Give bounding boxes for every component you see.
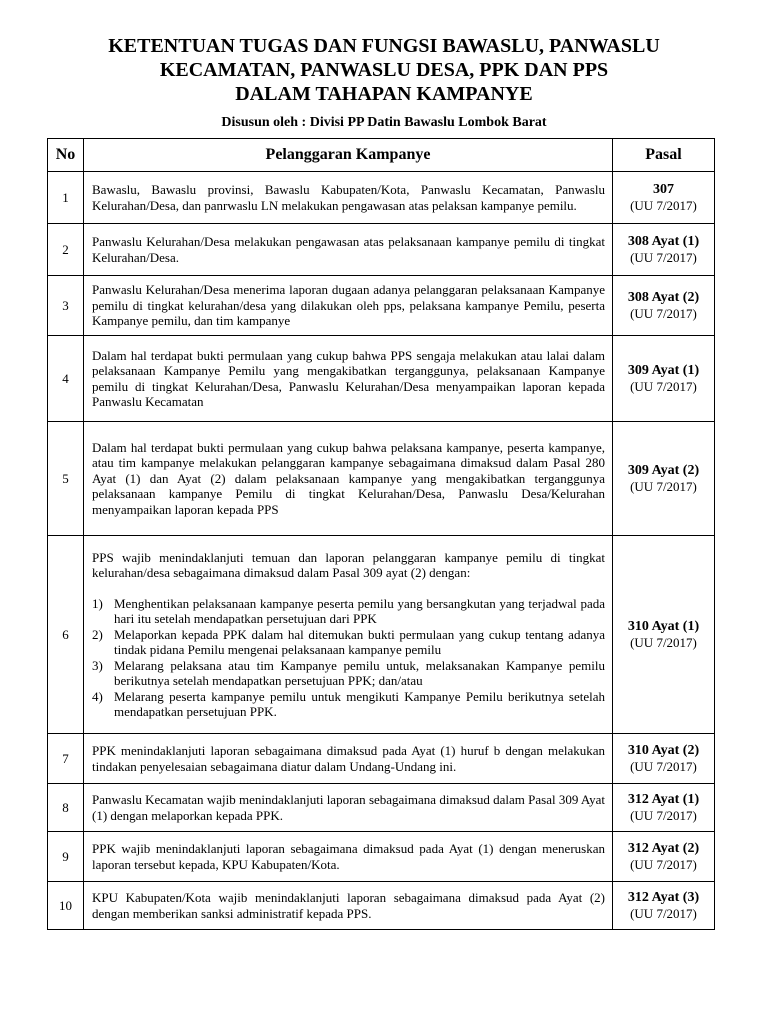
pasal-law: (UU 7/2017) xyxy=(630,856,697,872)
row-description: KPU Kabupaten/Kota wajib menindaklanjuti laporan sebagaimana dimaksud pada Ayat (2) dengan memberikan sanksi administratif kepada PPS. xyxy=(84,882,613,930)
pasal-number: 309 Ayat (1) xyxy=(627,362,700,378)
row-number: 9 xyxy=(48,832,84,882)
pasal-law: (UU 7/2017) xyxy=(630,249,697,265)
pasal-law: (UU 7/2017) xyxy=(630,197,697,213)
title-line-2: KECAMATAN, PANWASLU DESA, PPK DAN PPS xyxy=(159,59,609,81)
pasal-law: (UU 7/2017) xyxy=(630,378,697,394)
row-description: Bawaslu, Bawaslu provinsi, Bawaslu Kabupaten/Kota, Panwaslu Kecamatan, Panwaslu Kelurahan/Desa, dan panrwaslu LN melakukan pengawasan atas pelaksan kampanye pemilu. xyxy=(84,172,613,224)
pasal-number: 310 Ayat (2) xyxy=(627,742,700,758)
pasal-number: 308 Ayat (1) xyxy=(627,233,700,249)
header-no: No xyxy=(48,139,84,172)
row-description: Panwaslu Kelurahan/Desa melakukan pengawasan atas pelaksanaan kampanye pemilu di tingkat Kelurahan/Desa. xyxy=(84,224,613,276)
row-number: 10 xyxy=(48,882,84,930)
header-pelanggaran: Pelanggaran Kampanye xyxy=(84,139,613,172)
row-number: 7 xyxy=(48,734,84,784)
pasal-number: 312 Ayat (3) xyxy=(627,889,700,905)
pasal-law: (UU 7/2017) xyxy=(630,634,697,650)
title-line-1: KETENTUAN TUGAS DAN FUNGSI BAWASLU, PANWASLU xyxy=(108,35,660,57)
list-item: 4) Melarang peserta kampanye pemilu untuk mengikuti Kampanye Pemilu berikutnya setelah mendapatkan persetujuan PPK. xyxy=(92,688,605,719)
row-pasal xyxy=(613,172,715,224)
row-number: 6 xyxy=(48,536,84,734)
title-line-3: DALAM TAHAPAN KAMPANYE xyxy=(235,83,533,105)
row-description: Dalam hal terdapat bukti permulaan yang cukup bahwa pelaksana kampanye, peserta kampanye, atau tim kampanye melakukan pelanggaran kampanye sebagaimana dimaksud dalam Pasal 280 Ayat (1) dan Ayat (2) dalam pelaksanaan kampanye yang mengakibatkan terganggunya pelaksanaan kampanye Pemilu di tingkat Kelurahan/Desa, Panwaslu Desa/Kelurahan menyampaikan laporan kepada PPS xyxy=(84,422,613,536)
row-description: Dalam hal terdapat bukti permulaan yang cukup bahwa PPS sengaja melakukan atau lalai dalam pelaksanaan Kampanye Pemilu yang mengakibatkan terganggunya, pelaksanaan Kampanye pemilu di tingkat Kelurahan/Desa, Panwaslu Kelurahan/Desa menyampaikan laporan kepada Panwaslu Kecamatan xyxy=(84,336,613,422)
list-item: 3) Melarang pelaksana atau tim Kampanye pemilu untuk, melaksanakan Kampanye pemilu berikutnya setelah mendapatkan persetujuan PPK; dan/atau xyxy=(92,657,605,688)
table-row xyxy=(48,422,715,536)
pasal-law: (UU 7/2017) xyxy=(630,758,697,774)
row-number: 8 xyxy=(48,784,84,832)
row-pasal xyxy=(613,734,715,784)
table-row xyxy=(48,224,715,276)
table-header-row xyxy=(48,139,715,172)
row-pasal xyxy=(613,882,715,930)
table-row xyxy=(48,536,715,734)
list-item: 2) Melaporkan kepada PPK dalam hal ditemukan bukti permulaan yang cukup tentang adanya tindak pidana Pemilu mengenai pelaksanaan kampanye pemilu xyxy=(92,626,605,657)
pasal-number: 308 Ayat (2) xyxy=(627,289,700,305)
row-number: 4 xyxy=(48,336,84,422)
pasal-number: 309 Ayat (2) xyxy=(627,462,700,478)
row-pasal xyxy=(613,422,715,536)
row-pasal xyxy=(613,832,715,882)
pasal-number: 307 xyxy=(653,181,674,197)
row-pasal xyxy=(613,224,715,276)
table-row xyxy=(48,832,715,882)
row-number: 2 xyxy=(48,224,84,276)
row-pasal xyxy=(613,336,715,422)
row-description: Panwaslu Kelurahan/Desa menerima laporan dugaan adanya pelanggaran pelaksanaan Kampanye pemilu di tingkat kelurahan/desa yang dilakukan oleh pps, pelaksana kampanye Pemilu, peserta Kampanye pemilu, dan tim kampanye xyxy=(84,276,613,336)
table-row xyxy=(48,276,715,336)
table-row xyxy=(48,734,715,784)
table-row xyxy=(48,336,715,422)
pasal-number: 312 Ayat (2) xyxy=(627,840,700,856)
pasal-number: 312 Ayat (1) xyxy=(627,791,700,807)
pasal-law: (UU 7/2017) xyxy=(630,807,697,823)
row-pasal xyxy=(613,276,715,336)
row-description xyxy=(84,536,613,734)
row-description: Panwaslu Kecamatan wajib menindaklanjuti laporan sebagaimana dimaksud dalam Pasal 309 Ayat (1) dengan melaporkan kepada PPK. xyxy=(84,784,613,832)
pasal-number: 310 Ayat (1) xyxy=(627,618,700,634)
pasal-law: (UU 7/2017) xyxy=(630,905,697,921)
violations-table xyxy=(47,138,715,930)
row-number: 5 xyxy=(48,422,84,536)
pasal-law: (UU 7/2017) xyxy=(630,305,697,321)
action-list xyxy=(92,596,605,720)
row-description: PPK menindaklanjuti laporan sebagaimana dimaksud pada Ayat (1) huruf b dengan melakukan tindakan penyelesaian sebagaimana diatur dalam Undang-Undang ini. xyxy=(84,734,613,784)
table-row xyxy=(48,172,715,224)
header-pasal: Pasal xyxy=(613,139,715,172)
table-row xyxy=(48,882,715,930)
row-pasal xyxy=(613,784,715,832)
list-item: 1) Menghentikan pelaksanaan kampanye peserta pemilu yang bersangkutan yang terjadwal pada hari itu setelah mendapatkan persetujuan dari PPK xyxy=(92,595,605,626)
row-number: 1 xyxy=(48,172,84,224)
pasal-law: (UU 7/2017) xyxy=(630,478,697,494)
row-description: PPK wajib menindaklanjuti laporan sebagaimana dimaksud pada Ayat (1) dengan meneruskan laporan tersebut kepada, KPU Kabupaten/Kota. xyxy=(84,832,613,882)
table-row xyxy=(48,784,715,832)
row-intro: PPS wajib menindaklanjuti temuan dan laporan pelanggaran kampanye pemilu di tingkat kelurahan/desa sebagaimana dimaksud dalam Pasal 309 ayat (2) dengan: xyxy=(92,549,605,580)
row-number: 3 xyxy=(48,276,84,336)
document-subtitle: Disusun oleh : Divisi PP Datin Bawaslu Lombok Barat xyxy=(221,115,547,130)
document-title xyxy=(0,34,768,106)
row-pasal xyxy=(613,536,715,734)
